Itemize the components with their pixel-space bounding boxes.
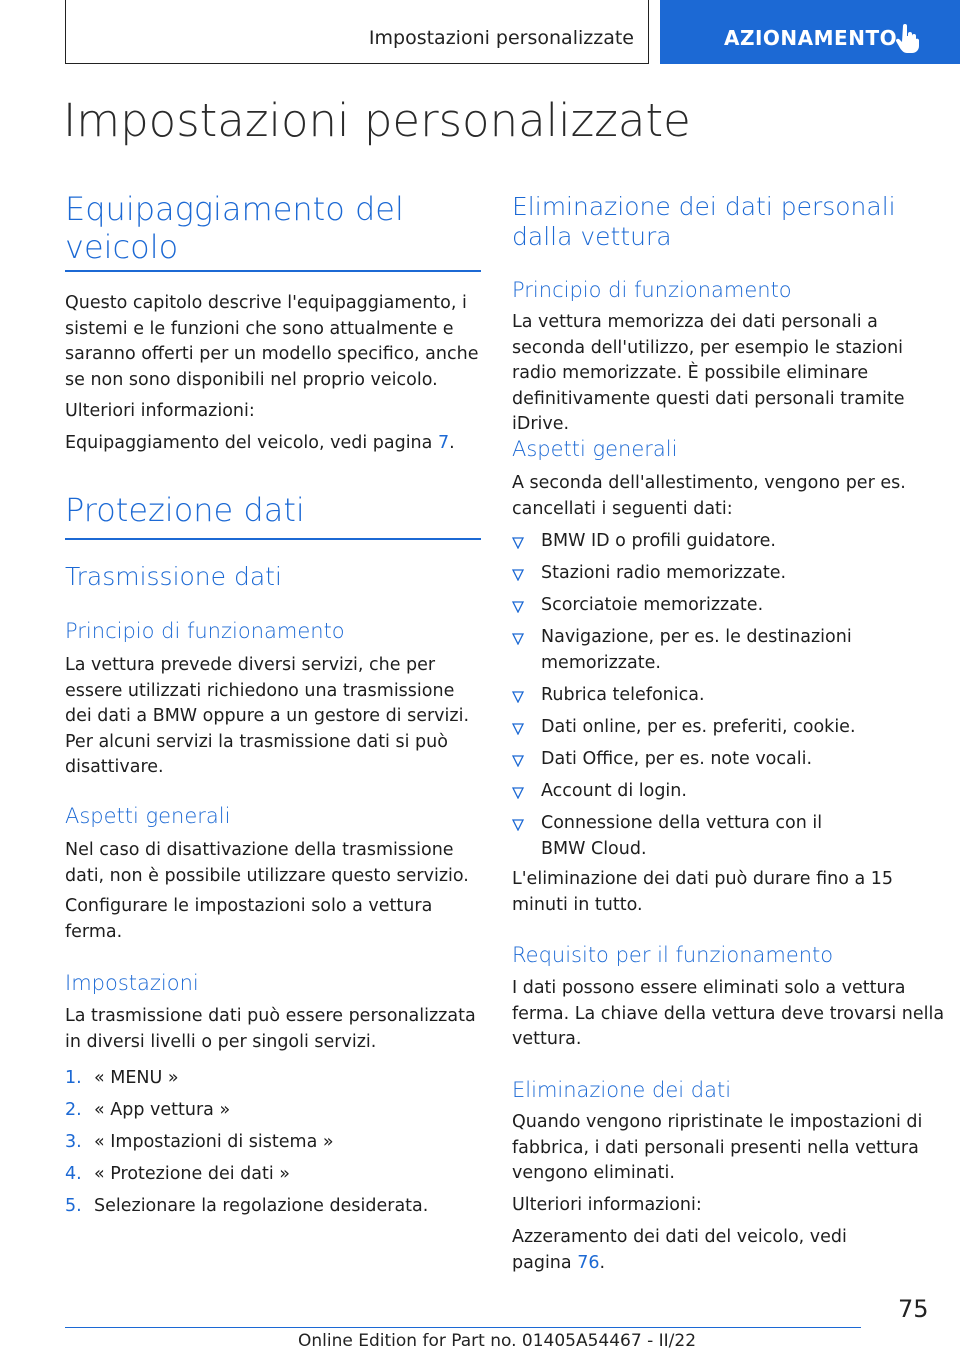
more-info-label: Ulteriori informazioni: xyxy=(65,401,255,421)
item-text: Dati online, per es. preferiti, cookie. xyxy=(541,717,856,737)
page-link[interactable]: 76 xyxy=(577,1252,600,1273)
data-protection-heading: Protezione dati xyxy=(65,491,305,529)
divider xyxy=(65,270,481,272)
elimination-paragraph: Quando vengono ripristinate le impostazioni di fabbrica, i dati personali presenti nella vettura vengono eliminati. xyxy=(512,1112,923,1183)
step-text: Selezionare la regolazione desiderata. xyxy=(94,1196,429,1216)
item-text: Stazioni radio memorizzate. xyxy=(541,563,787,583)
general-paragraph: A seconda dell'allestimento, vengono per es. cancellati i seguenti dati: xyxy=(512,473,906,519)
more-info-label: Ulteriori informazioni: xyxy=(512,1195,702,1215)
reference-end: . xyxy=(449,433,455,453)
data-transmission-heading: Trasmissione dati xyxy=(65,562,282,591)
general-paragraph-1: Nel caso di disattivazione della trasmissione dati, non è possibile utilizzare questo servizio. xyxy=(65,840,469,886)
item-text: Dati Office, per es. note vocali. xyxy=(541,749,813,769)
triangle-bullet-icon xyxy=(512,569,524,581)
page-title: Impostazioni personalizzate xyxy=(63,94,691,147)
item-text: Account di login. xyxy=(541,781,687,801)
page-link[interactable]: 7 xyxy=(437,433,450,453)
equipment-paragraph: Questo capitolo descrive l'equipaggiamento, i sistemi e le funzioni che sono attualmente e saranno offerti per un modello specifico, anche se non sono disponibili nel proprio veicolo. xyxy=(65,293,479,390)
step-text: « Impostazioni di sistema » xyxy=(94,1132,334,1152)
general-paragraph-2: Configurare le impostazioni solo a vettura ferma. xyxy=(65,896,433,942)
edition-footer: Online Edition for Part no. 01405A54467 - II/22 xyxy=(298,1331,697,1351)
triangle-bullet-icon xyxy=(512,787,524,799)
header-chapter-tab xyxy=(660,0,960,64)
triangle-bullet-icon xyxy=(512,633,524,645)
step-text: « MENU » xyxy=(94,1068,179,1088)
footer-divider xyxy=(65,1327,861,1328)
item-text: Rubrica telefonica. xyxy=(541,685,705,705)
step-number: 1. xyxy=(65,1068,82,1088)
duration-paragraph: L'eliminazione dei dati può durare fino a 15 minuti in tutto. xyxy=(512,869,894,915)
elimination-heading: Eliminazione dei dati xyxy=(512,1078,732,1102)
step-number: 2. xyxy=(65,1100,82,1120)
divider xyxy=(65,538,481,540)
equipment-heading: Equipaggiamento del veicolo xyxy=(65,190,404,266)
triangle-bullet-icon xyxy=(512,723,524,735)
general-heading: Aspetti generali xyxy=(65,804,231,828)
triangle-bullet-icon xyxy=(512,601,524,613)
item-text: BMW ID o profili guidatore. xyxy=(541,531,776,551)
settings-paragraph: La trasmissione dati può essere personalizzata in diversi livelli o per singoli servizi. xyxy=(65,1006,476,1052)
delete-data-heading: Eliminazione dei dati personali dalla vettura xyxy=(512,192,896,251)
header-chapter-label: AZIONAMENTO xyxy=(724,26,898,50)
principle-paragraph: La vettura prevede diversi servizi, che per essere utilizzati richiedono una trasmissione dei dati a BMW oppure a un gestore di servizi. Per alcuni servizi la trasmissione dati si può disattivare. xyxy=(65,655,470,777)
elimination-reference xyxy=(512,1225,886,1276)
triangle-bullet-icon xyxy=(512,691,524,703)
step-number: 4. xyxy=(65,1164,82,1184)
reference-text: Azzeramento dei dati del veicolo, vedi pagina xyxy=(512,1227,847,1273)
reference-end: . xyxy=(599,1252,606,1273)
header-section-label: Impostazioni personalizzate xyxy=(368,27,634,49)
step-text: « Protezione dei dati » xyxy=(94,1164,290,1184)
triangle-bullet-icon xyxy=(512,819,524,831)
principle-heading: Principio di funzionamento xyxy=(65,619,345,643)
page-number: 75 xyxy=(898,1295,929,1323)
step-number: 3. xyxy=(65,1132,82,1152)
settings-heading: Impostazioni xyxy=(65,971,199,995)
principle-heading: Principio di funzionamento xyxy=(512,278,792,302)
step-text: « App vettura » xyxy=(94,1100,231,1120)
reference-text: Equipaggiamento del veicolo, vedi pagina xyxy=(65,433,438,453)
item-text: Navigazione, per es. le destinazioni memorizzate. xyxy=(541,627,852,673)
triangle-bullet-icon xyxy=(512,755,524,767)
step-number: 5. xyxy=(65,1196,82,1216)
triangle-bullet-icon xyxy=(512,537,524,549)
header-section-tab xyxy=(65,0,649,64)
requirement-heading: Requisito per il funzionamento xyxy=(512,943,834,967)
requirement-paragraph: I dati possono essere eliminati solo a vettura ferma. La chiave della vettura deve trovarsi nella vettura. xyxy=(512,978,945,1049)
principle-paragraph: La vettura memorizza dei dati personali a seconda dell'utilizzo, per esempio le stazioni radio memorizzate. È possibile eliminare definitivamente questi dati personali tramite iDrive. xyxy=(512,312,905,434)
general-heading: Aspetti generali xyxy=(512,437,678,461)
equipment-reference xyxy=(65,431,481,457)
item-text: Connessione della vettura con il BMW Cloud. xyxy=(541,813,823,859)
item-text: Scorciatoie memorizzate. xyxy=(541,595,764,615)
hand-pointer-icon xyxy=(896,24,920,54)
